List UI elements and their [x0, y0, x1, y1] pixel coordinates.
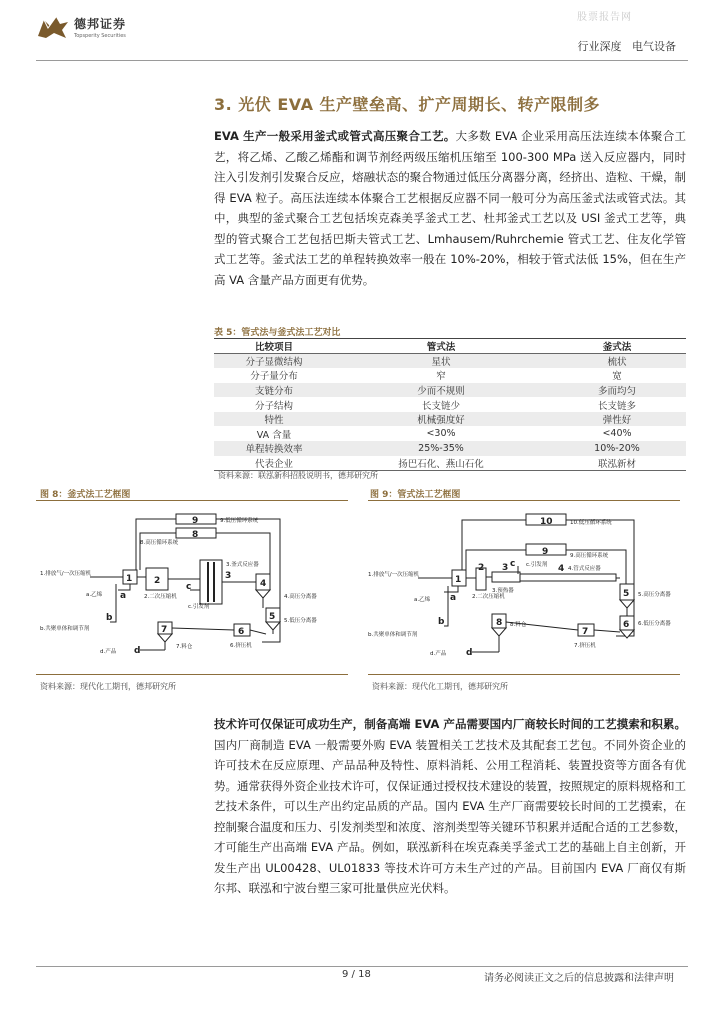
table-cell: 梳状 — [548, 354, 686, 369]
figure-9-bottom-rule — [368, 674, 680, 675]
fig8-label-5: 5 — [269, 612, 276, 622]
figure-8-kettle-process-diagram — [40, 510, 340, 668]
fig8-stream-a: a — [120, 591, 127, 601]
fig9-legend-a: a.乙烯 — [414, 597, 431, 603]
fig9-label-6: 6 — [623, 620, 630, 630]
paragraph-lead: 技术许可仅保证可成功生产，制备高端 EVA 产品需要国内厂商较长时间的工艺摸索和积累。 — [214, 717, 686, 731]
fig8-legend-4: 4.高压分离器 — [284, 594, 317, 600]
table-cell: 宽 — [612, 371, 622, 383]
fig8-label-8: 8 — [192, 530, 199, 540]
fig9-stream-d: d — [466, 648, 473, 658]
table-cell: 长支链多 — [597, 400, 636, 412]
table-row — [214, 383, 686, 398]
table-cell: 10%-20% — [548, 441, 686, 456]
fig9-label-7: 7 — [582, 627, 589, 637]
section-title: 3. 光伏 EVA 生产壁垒高、扩产周期长、转产限制多 — [214, 95, 601, 114]
fig9-label-4: 4 — [558, 564, 565, 574]
fig8-stream-b: b — [106, 613, 113, 623]
table-row — [214, 456, 686, 471]
paragraph-body: 大多数 EVA 企业采用高压法连续本体聚合工艺，将乙烯、乙酸乙烯酯和调节剂经两级压缩机压缩至 100-300 MPa 送入反应器内，同时注入引发剂引发聚合反应，熔融状态的聚合物通过低压分离器分离，经挤出、造粒、干燥，制得 EVA 粒子。高压法连续本体聚合工艺根据反应器不同一般可分为高压釜式法或管式法。其中，典型的釜式聚合工艺包括埃克森美孚釜式工艺、杜邦釜式工艺以及 USI 釜式工艺等，典型的管式聚合工艺包括巴斯夫管式工艺、Lmhausem/Ruhrchemie 管式工艺、住友化学管式工艺等。釜式法工艺的单程转换效率一般在 10%-20%，相较于管式法低 15%，但在生产高 VA 含量产品方面更有优势。 — [214, 129, 686, 287]
logo-name-en: Topsperity Securities — [74, 33, 126, 39]
logo-name-cn: 德邦证券 — [74, 17, 127, 31]
paragraph-technology-license — [214, 714, 686, 899]
table-cell: 弹性好 — [548, 412, 686, 427]
table-cell: 支链分布 — [214, 383, 334, 398]
fig8-legend-1: 1.排放气/一次压缩机 — [40, 571, 92, 577]
table-row — [214, 412, 686, 427]
fig8-label-3: 3 — [225, 571, 232, 581]
figure-9-top-rule — [368, 500, 680, 501]
table-cell: VA 含量 — [256, 429, 292, 441]
fig9-legend-5: 5.高压分离器 — [638, 592, 671, 598]
figure-8-bottom-rule — [36, 674, 348, 675]
table-cell: 联泓新材 — [548, 456, 686, 471]
table-cell: <40% — [602, 428, 632, 440]
company-logo — [36, 14, 126, 40]
fig8-label-7: 7 — [161, 625, 168, 635]
table-row — [214, 426, 686, 441]
fig9-stream-a: a — [450, 593, 457, 603]
fig9-label-9: 9 — [542, 547, 549, 557]
table-cell: 单程转换效率 — [214, 441, 334, 456]
comparison-table — [214, 338, 686, 471]
fig9-label-1: 1 — [455, 575, 462, 585]
table-cell: 代表企业 — [214, 456, 334, 471]
fig8-label-1: 1 — [126, 574, 133, 584]
figure-8-caption: 图 8：釜式法工艺框图 — [40, 490, 131, 500]
table-cell: 扬巴石化、燕山石化 — [334, 456, 548, 471]
fig8-legend-d: d.产品 — [100, 649, 117, 655]
table-cell: 分子显微结构 — [214, 354, 334, 369]
fig9-legend-b: b.共聚单体和调节剂 — [368, 632, 418, 638]
fig8-legend-b: b.共聚单体和调节剂 — [40, 626, 90, 632]
table-cell: <30% — [426, 428, 456, 440]
category-label: 行业深度 — [577, 40, 622, 53]
fig9-legend-8: 8.料仓 — [510, 622, 527, 628]
table-cell: 分子结构 — [254, 400, 293, 412]
fig9-stream-c: c — [510, 559, 516, 569]
fig9-legend-2: 2.二次压缩机 — [472, 594, 505, 600]
fig9-label-3: 3 — [502, 563, 509, 573]
table-cell: 特性 — [214, 412, 334, 427]
table-cell: 星状 — [334, 354, 548, 369]
table-row — [214, 441, 686, 456]
table-cell: 分子量分布 — [250, 371, 298, 383]
page-number: 9 / 18 — [342, 969, 371, 980]
table-header-cell: 管式法 — [334, 339, 548, 354]
table-cell: 多而均匀 — [548, 383, 686, 398]
fig9-legend-3: 3.预热器 — [492, 588, 514, 594]
table-row — [214, 354, 686, 369]
table-row — [214, 397, 686, 412]
fig9-label-8: 8 — [496, 618, 503, 628]
fig8-label-2: 2 — [154, 576, 161, 586]
figure-9-tubular-process-diagram — [368, 510, 680, 668]
fig9-legend-c: c.引发剂 — [526, 562, 548, 568]
table-source: 资料来源：联泓新科招股说明书，德邦研究所 — [218, 471, 378, 480]
table-cell: 机械强度好 — [334, 412, 548, 427]
paragraph-lead: EVA 生产一般采用釜式或管式高压聚合工艺。 — [214, 129, 456, 143]
fig8-legend-3: 3.釜式反应器 — [226, 562, 259, 568]
header-divider — [36, 60, 688, 61]
fig8-legend-8: 8.高压循环系统 — [140, 540, 179, 546]
fig9-legend-1: 1.排放气/一次压缩机 — [368, 572, 420, 578]
fig9-legend-4: 4.管式反应器 — [568, 566, 601, 572]
figure-9-source: 资料来源：现代化工期刊，德邦研究所 — [372, 682, 508, 691]
table-caption: 表 5：管式法与釜式法工艺对比 — [214, 328, 341, 338]
paragraph-production-process — [214, 126, 686, 290]
fig9-legend-d: d.产品 — [430, 651, 447, 657]
figure-8-source: 资料来源：现代化工期刊，德邦研究所 — [40, 682, 176, 691]
table-header-cell: 釜式法 — [548, 339, 686, 354]
fig8-label-4: 4 — [260, 579, 267, 589]
paragraph-body: 国内厂商制造 EVA 一般需要外购 EVA 装置相关工艺技术及其配套工艺包。不同外资企业的许可技术在反应原理、产品品种及特性、原料消耗、公用工程消耗、装置投资等方面各有优势。通常获得外资企业技术许可，仅保证通过授权技术建设的装置，按照规定的原料规格和工艺技术条件，可以生产出约定品质的产品。国内 EVA 生产厂商需要较长时间的工艺摸索，在控制聚合温度和压力、引发剂类型和浓度、溶剂类型等关键环节积累并适配合适的工艺参数，才可能生产出高端 EVA 产品。例如，联泓新科在埃克森美孚釜式工艺的基础上自主创新，开发生产出 UL00428、UL01833 等技术许可方未生产过的产品。目前国内 EVA 厂商仅有斯尔邦、联泓和宁波台塑三家可批量供应光伏料。 — [214, 737, 686, 895]
fig8-legend-6: 6.挤压机 — [230, 643, 252, 649]
industry-label: 电气设备 — [632, 40, 676, 53]
fig8-legend-2: 2.二次压缩机 — [144, 594, 177, 600]
logo-bull-icon — [36, 14, 70, 40]
fig8-stream-c: c — [186, 582, 192, 592]
fig8-legend-9: 9.低压循环系统 — [220, 518, 259, 524]
table-cell: 窄 — [436, 371, 446, 383]
fig8-legend-c: c.引发剂 — [188, 604, 210, 610]
report-category — [578, 38, 677, 54]
fig9-legend-6: 6.低压分离器 — [638, 621, 671, 627]
figure-9-caption: 图 9：管式法工艺框图 — [370, 490, 461, 500]
fig9-stream-b: b — [438, 617, 445, 627]
table-cell: 长支链少 — [421, 400, 460, 412]
fig8-label-6: 6 — [238, 627, 245, 637]
fig9-label-10: 10 — [540, 517, 553, 527]
table-header-cell: 比较项目 — [214, 339, 334, 354]
fig8-legend-5: 5.低压分离器 — [284, 618, 317, 624]
fig8-legend-7: 7.料仓 — [176, 644, 193, 650]
fig8-label-9: 9 — [192, 516, 199, 526]
fig9-legend-9: 9.高压循环系统 — [570, 553, 609, 559]
fig8-stream-d: d — [134, 646, 141, 656]
table-row — [214, 368, 686, 383]
figure-8-top-rule — [36, 500, 348, 501]
table-header-row — [214, 339, 686, 354]
table-cell: 少而不规则 — [334, 383, 548, 398]
fig9-legend-7: 7.挤压机 — [574, 643, 596, 649]
fig8-legend-a: a.乙烯 — [86, 592, 103, 598]
footer-divider — [36, 966, 688, 967]
table-cell: 25%-35% — [334, 441, 548, 456]
fig9-legend-10: 10.低压循环系统 — [570, 520, 612, 526]
fig9-label-2: 2 — [478, 563, 485, 573]
watermark: 股票报告网 — [577, 12, 632, 23]
disclaimer-note: 请务必阅读正文之后的信息披露和法律声明 — [484, 973, 674, 984]
fig9-label-5: 5 — [623, 589, 630, 599]
